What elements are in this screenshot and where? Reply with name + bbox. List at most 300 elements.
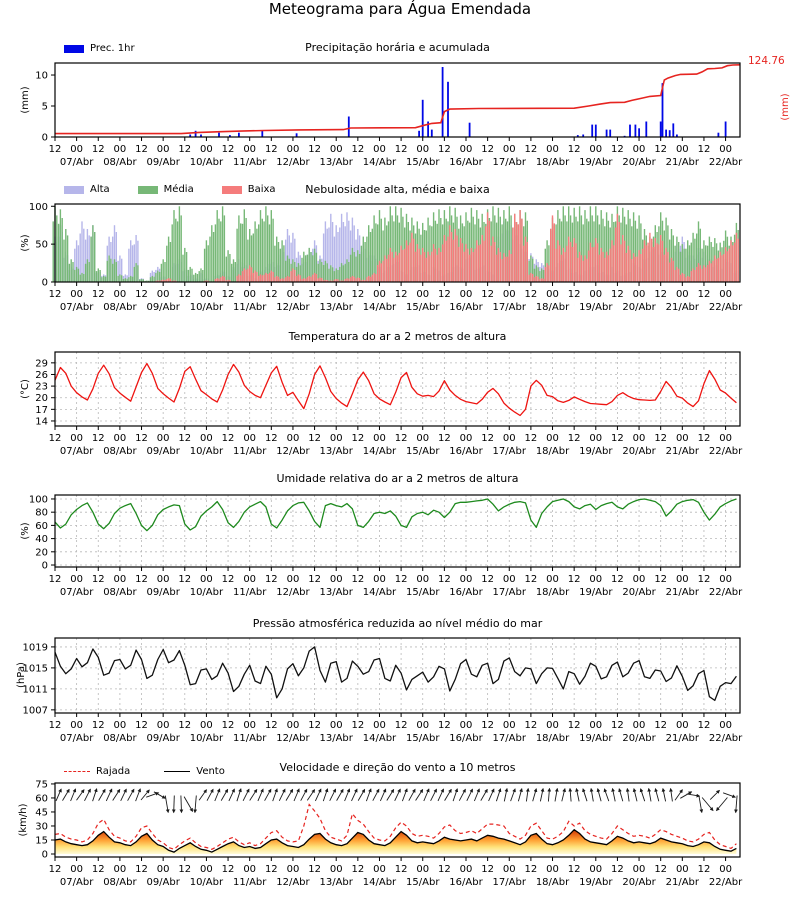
wind-arrow	[337, 789, 344, 800]
date-label: 21/Abr	[665, 733, 700, 744]
cloud-bar	[278, 277, 279, 282]
cloud-bar	[260, 274, 261, 282]
cloud-bar	[364, 242, 365, 282]
cloud-bar	[263, 275, 264, 282]
cloud-bar	[678, 269, 679, 282]
x-tick-label: 00	[459, 574, 473, 585]
wind-arrow	[467, 789, 473, 801]
cloud-bar	[217, 210, 218, 282]
cloud-bar	[465, 244, 466, 282]
cloud-bar	[134, 267, 135, 282]
x-tick-label: 12	[351, 720, 365, 731]
x-tick-label: 00	[632, 144, 646, 155]
y-tick-label: 5	[41, 101, 48, 113]
wind-arrow	[221, 789, 228, 800]
cloud-bar	[683, 274, 684, 282]
x-tick-label: 00	[373, 433, 386, 444]
wind-arrow	[474, 789, 479, 801]
date-label: 18/Abr	[535, 157, 570, 168]
ylabel-cloudiness: (%)	[20, 234, 31, 252]
cloud-bar	[437, 255, 438, 282]
wind-arrow	[181, 796, 182, 813]
wind-arrow	[56, 789, 61, 801]
cloud-bar	[447, 237, 448, 282]
cloud-bar	[262, 275, 263, 282]
x-tick-label: 00	[546, 864, 559, 875]
date-label: 16/Abr	[449, 446, 483, 457]
date-label: 13/Abr	[319, 302, 353, 313]
date-label: 11/Abr	[232, 157, 267, 168]
cloud-bar	[451, 232, 452, 282]
cloud-bar	[701, 269, 702, 282]
cloud-bar	[606, 252, 607, 282]
wind-arrow	[121, 789, 127, 801]
cloud-bar	[240, 223, 241, 282]
figure-title: Meteograma para Água Emendada	[268, 0, 532, 18]
wind-arrow	[504, 789, 507, 802]
date-label: 13/Abr	[319, 587, 353, 598]
cloud-bar	[483, 241, 484, 282]
cloud-bar	[316, 274, 317, 282]
x-tick-label: 12	[394, 574, 408, 585]
cloud-bar	[397, 255, 398, 282]
cloud-bar	[449, 225, 450, 282]
x-tick-label: 12	[308, 289, 321, 300]
date-label: 15/Abr	[406, 446, 440, 457]
date-label: 10/Abr	[189, 157, 224, 168]
x-tick-label: 12	[394, 433, 408, 444]
date-label: 14/Abr	[362, 877, 397, 888]
x-tick-label: 00	[373, 720, 386, 731]
x-tick-label: 00	[329, 289, 343, 300]
cloud-bar	[343, 265, 344, 282]
date-label: 17/Abr	[492, 587, 526, 598]
cloud-bar	[253, 273, 254, 282]
cloud-bar	[307, 277, 308, 282]
cloud-bar	[327, 263, 328, 282]
cloud-bar	[137, 265, 138, 282]
x-tick-label: 00	[156, 433, 170, 444]
cloud-bar	[599, 255, 600, 282]
wind-arrow	[229, 789, 235, 801]
legend-label-alta: Alta	[90, 184, 110, 195]
cloud-bar	[411, 233, 412, 282]
x-tick-label: 12	[135, 289, 148, 300]
cloud-bar	[314, 273, 315, 282]
x-tick-label: 12	[697, 720, 711, 731]
cloud-bar	[209, 237, 210, 282]
cloud-bar	[83, 274, 84, 282]
precip-bar	[422, 100, 424, 137]
cloud-bar	[725, 247, 726, 282]
cloud-bar	[265, 273, 266, 282]
cloud-bar	[305, 255, 306, 282]
cloud-bar	[572, 247, 573, 282]
x-tick-label: 00	[416, 433, 430, 444]
cloud-bar	[276, 276, 277, 282]
x-tick-label: 00	[632, 864, 646, 875]
wind-arrow	[352, 789, 358, 801]
cloud-bar	[132, 245, 133, 282]
x-tick-label: 00	[416, 720, 430, 731]
date-label: 20/Abr	[622, 302, 656, 313]
x-tick-label: 00	[286, 864, 300, 875]
cloud-bar	[181, 215, 182, 282]
x-tick-label: 12	[308, 574, 321, 585]
cloud-bar	[296, 276, 297, 282]
cloud-bar	[536, 276, 537, 282]
wind-arrow	[85, 789, 91, 801]
date-label: 22/Abr	[708, 877, 743, 888]
x-tick-label: 12	[351, 433, 365, 444]
cloud-bar	[200, 268, 201, 282]
wind-arrow	[113, 790, 120, 801]
cloud-bar	[287, 276, 288, 282]
cloud-bar	[359, 254, 360, 282]
cloud-bar	[370, 232, 371, 282]
y-tick-label: 45	[35, 807, 48, 819]
x-tick-label: 12	[135, 574, 148, 585]
x-tick-label: 00	[70, 720, 83, 731]
x-tick-label: 12	[351, 289, 365, 300]
cloud-bar	[280, 249, 281, 282]
cloud-bar	[267, 274, 268, 282]
cloud-bar	[379, 261, 380, 282]
plot-box	[55, 495, 740, 567]
x-tick-label: 12	[438, 289, 451, 300]
cloud-bar	[53, 221, 54, 282]
date-label: 21/Abr	[665, 157, 700, 168]
cloud-bar	[467, 249, 468, 282]
wind-arrow	[641, 789, 645, 801]
wind-arrow	[489, 789, 494, 801]
date-label: 09/Abr	[146, 587, 180, 598]
x-tick-label: 12	[91, 433, 105, 444]
cloud-bar	[637, 257, 638, 282]
wind-arrow	[604, 789, 608, 801]
cloud-bar	[300, 275, 301, 282]
y-tick-label: 14	[35, 416, 48, 428]
date-label: 15/Abr	[406, 733, 440, 744]
cloud-bar	[170, 242, 171, 282]
panel-title-wind: Velocidade e direção do vento a 10 metros	[279, 761, 516, 774]
cloud-bar	[550, 229, 551, 282]
cloud-bar	[80, 275, 81, 282]
cloud-bar	[514, 214, 515, 282]
date-label: 18/Abr	[535, 587, 570, 598]
cloud-bar	[622, 235, 623, 282]
cloud-bar	[238, 215, 239, 282]
x-tick-label: 00	[113, 289, 127, 300]
x-tick-label: 00	[546, 144, 559, 155]
accumulated-precip-line	[55, 65, 740, 134]
date-label: 14/Abr	[362, 733, 397, 744]
precip-bar	[606, 130, 608, 137]
cloud-bar	[613, 245, 614, 282]
x-tick-label: 12	[438, 864, 451, 875]
cloud-bar	[673, 261, 674, 282]
x-tick-label: 12	[351, 864, 365, 875]
cloud-bar	[283, 245, 284, 282]
date-label: 11/Abr	[232, 446, 267, 457]
wind-arrow	[591, 789, 593, 802]
precip-bar	[218, 133, 220, 137]
precip-bar	[195, 131, 197, 137]
cloud-bar	[698, 263, 699, 282]
cloud-bar	[220, 221, 221, 282]
cloud-bar	[128, 277, 129, 282]
cloud-bar	[271, 271, 272, 282]
x-tick-label: 12	[221, 144, 235, 155]
date-label: 09/Abr	[146, 157, 180, 168]
panel-cloudiness	[29, 202, 743, 313]
date-label: 15/Abr	[406, 157, 440, 168]
x-tick-label: 00	[589, 864, 603, 875]
cloud-bar	[415, 252, 416, 282]
cloud-bar	[577, 258, 578, 282]
precip-bar	[635, 125, 637, 137]
x-tick-label: 12	[135, 864, 148, 875]
date-label: 10/Abr	[189, 587, 224, 598]
x-tick-label: 12	[264, 289, 278, 300]
cloud-bar	[723, 254, 724, 282]
cloud-bar	[711, 263, 712, 282]
cloud-bar	[705, 267, 706, 282]
date-label: 11/Abr	[232, 733, 267, 744]
x-tick-label: 00	[373, 144, 386, 155]
x-tick-label: 00	[719, 720, 732, 731]
cloud-bar	[664, 255, 665, 282]
date-label: 11/Abr	[232, 877, 267, 888]
wind-arrow	[481, 789, 488, 800]
wind-arrow	[237, 789, 241, 801]
cloud-bar	[601, 248, 602, 282]
x-tick-label: 00	[416, 289, 430, 300]
x-tick-label: 12	[264, 144, 278, 155]
cloud-bar	[60, 209, 61, 282]
precip-bar	[442, 67, 444, 137]
x-tick-label: 00	[243, 720, 257, 731]
date-label: 07/Abr	[59, 157, 94, 168]
x-tick-label: 12	[481, 433, 494, 444]
x-tick-label: 00	[719, 864, 732, 875]
cloud-bar	[330, 265, 331, 282]
x-tick-label: 12	[654, 864, 668, 875]
cloud-bar	[440, 252, 441, 282]
cloud-bar	[222, 276, 223, 282]
cloud-bar	[456, 235, 457, 282]
x-tick-label: 00	[546, 433, 559, 444]
date-label: 11/Abr	[232, 587, 267, 598]
cloud-bar	[276, 237, 277, 282]
precip-bar	[672, 123, 674, 137]
cloud-bar	[121, 275, 122, 282]
cloud-bar	[487, 212, 488, 282]
cloud-bar	[290, 271, 291, 282]
cloud-bar	[117, 276, 118, 282]
x-tick-label: 00	[373, 864, 386, 875]
cloud-bar	[712, 261, 713, 282]
x-tick-label: 12	[178, 720, 192, 731]
date-label: 22/Abr	[708, 446, 743, 457]
x-tick-label: 00	[156, 144, 170, 155]
cloud-bar	[655, 238, 656, 282]
x-tick-label: 00	[502, 289, 516, 300]
cloud-bar	[554, 223, 555, 282]
wind-arrow	[286, 789, 293, 800]
cloud-bar	[460, 238, 461, 282]
cloud-bar	[721, 255, 722, 282]
x-tick-label: 12	[611, 574, 624, 585]
pressure-line	[55, 647, 736, 701]
y-tick-label: 29	[35, 358, 48, 370]
wind-arrow	[387, 790, 394, 801]
cloud-bar	[373, 215, 374, 282]
cloud-bar	[197, 274, 198, 282]
wind-arrow	[93, 789, 97, 801]
x-tick-label: 00	[502, 144, 516, 155]
cloud-bar	[325, 261, 326, 282]
cloud-bar	[464, 252, 465, 282]
x-tick-label: 12	[654, 720, 668, 731]
cloud-bar	[480, 244, 481, 282]
y-tick-label: 75	[35, 779, 48, 791]
x-tick-label: 00	[719, 144, 732, 155]
cloud-bar	[309, 276, 310, 282]
cloud-bar	[153, 277, 154, 282]
wind-arrow	[687, 794, 700, 796]
cloud-bar	[471, 248, 472, 282]
x-tick-label: 00	[632, 433, 646, 444]
date-label: 21/Abr	[665, 446, 700, 457]
date-label: 17/Abr	[492, 157, 526, 168]
x-tick-label: 12	[135, 720, 148, 731]
wind-arrow	[511, 789, 515, 801]
x-tick-label: 00	[200, 144, 213, 155]
cloud-bar	[357, 278, 358, 283]
cloud-bar	[671, 258, 672, 282]
date-label: 22/Abr	[708, 733, 743, 744]
cloud-bar	[202, 270, 203, 282]
date-label: 14/Abr	[362, 446, 397, 457]
cloud-bar	[525, 237, 526, 282]
precip-bar	[238, 133, 240, 137]
cloud-bar	[660, 235, 661, 282]
wind-arrow	[438, 789, 444, 801]
date-label: 07/Abr	[59, 446, 94, 457]
y-tick-label: 0	[41, 132, 48, 144]
x-tick-label: 00	[156, 574, 170, 585]
x-tick-label: 00	[286, 574, 300, 585]
cloud-bar	[92, 225, 93, 282]
x-tick-label: 00	[546, 574, 559, 585]
cloud-bar	[254, 271, 255, 282]
date-label: 16/Abr	[449, 587, 483, 598]
cloud-bar	[381, 263, 382, 282]
cloud-bar	[676, 267, 677, 282]
x-tick-label: 00	[675, 289, 689, 300]
ylabel-pressure: (hPa)	[16, 662, 27, 688]
date-label: 19/Abr	[579, 877, 613, 888]
cloud-bar	[552, 215, 553, 282]
y-tick-label: 1019	[22, 642, 48, 654]
cloud-bar	[718, 258, 719, 282]
cloud-bar	[505, 257, 506, 282]
cloud-bar	[687, 240, 688, 282]
cloud-bar	[685, 277, 686, 282]
cloud-bar	[431, 252, 432, 282]
cloud-bar	[188, 270, 189, 282]
cloud-bar	[166, 246, 167, 282]
cloud-bar	[406, 240, 407, 282]
cloud-bar	[301, 258, 302, 282]
cloud-bar	[489, 221, 490, 282]
cloud-bar	[135, 263, 136, 282]
cloud-bar	[656, 243, 657, 282]
x-tick-label: 00	[200, 289, 213, 300]
date-label: 08/Abr	[103, 587, 137, 598]
x-tick-label: 12	[178, 144, 192, 155]
ylabel-precipitation: (mm)	[20, 86, 31, 114]
cloud-bar	[408, 245, 409, 282]
wind-arrow	[136, 789, 141, 801]
cloud-bar	[682, 273, 683, 282]
cloud-bar	[492, 237, 493, 282]
cloud-bar	[498, 248, 499, 282]
x-tick-label: 12	[351, 574, 365, 585]
legend-label-vento: Vento	[196, 766, 225, 777]
cloud-bar	[244, 268, 245, 282]
cloud-bar	[709, 261, 710, 282]
x-tick-label: 12	[308, 720, 321, 731]
panel-pressure	[23, 638, 744, 744]
date-label: 17/Abr	[492, 302, 526, 313]
x-tick-label: 12	[48, 433, 62, 444]
x-tick-label: 00	[70, 289, 83, 300]
y-tick-label: 10	[35, 70, 48, 82]
accumulated-total-label: 124.76	[748, 55, 785, 67]
cloud-bar	[629, 250, 630, 282]
cloud-bar	[644, 240, 645, 282]
x-tick-label: 00	[243, 144, 257, 155]
date-label: 12/Abr	[276, 302, 310, 313]
cloud-bar	[372, 229, 373, 282]
wind-arrow	[583, 789, 587, 801]
wind-arrow	[431, 789, 437, 801]
y-tick-label: 60	[35, 793, 48, 805]
x-tick-label: 00	[459, 289, 473, 300]
cloud-bar	[588, 251, 589, 283]
cloud-bar	[312, 275, 313, 282]
cloud-bar	[292, 268, 293, 282]
cloud-bar	[563, 248, 564, 282]
x-tick-label: 00	[459, 433, 473, 444]
x-tick-label: 12	[394, 864, 408, 875]
wind-arrow	[77, 790, 85, 801]
date-label: 07/Abr	[59, 302, 94, 313]
wind-arrow	[518, 789, 521, 802]
wind-arrow	[453, 789, 457, 801]
cloud-bar	[229, 254, 230, 282]
x-tick-label: 12	[567, 289, 581, 300]
cloud-bar	[341, 263, 342, 282]
date-label: 08/Abr	[103, 446, 137, 457]
date-label: 08/Abr	[103, 302, 137, 313]
cloud-bar	[195, 273, 196, 282]
cloud-bar	[716, 259, 717, 282]
wind-arrow	[576, 789, 579, 802]
date-label: 16/Abr	[449, 877, 483, 888]
